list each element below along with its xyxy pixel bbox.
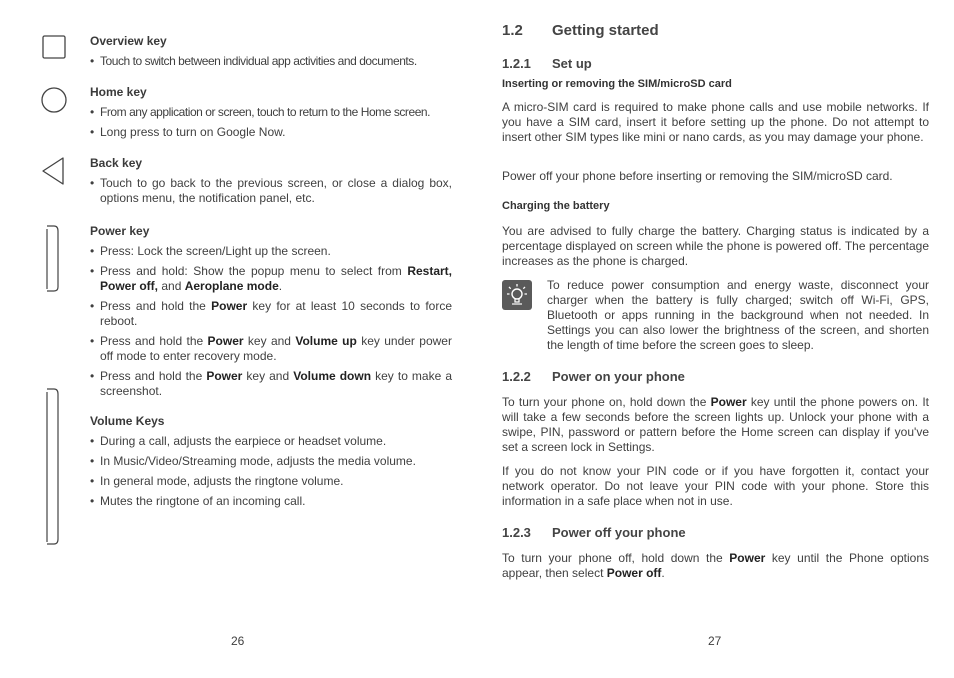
- volume-keys-icon: [45, 388, 61, 546]
- tip-text: To reduce power consumption and energy waste, disconnect your charger when the battery is fully charged; switch off Wi-Fi, GPS, Bluetooth or apps running in the background when not needed. In Settings you can also lower the brightness of the screen, and shorten the length of time before the screen goes to sleep.: [547, 278, 929, 352]
- list-item: • From any application or screen, touch to return to the Home screen.: [90, 105, 452, 120]
- list-item: • In Music/Video/Streaming mode, adjusts the media volume.: [90, 454, 452, 469]
- list-item: • In general mode, adjusts the ringtone volume.: [90, 474, 452, 489]
- right-page: [477, 0, 954, 678]
- overview-key-section: [90, 34, 452, 74]
- key-title: Home key: [90, 85, 147, 99]
- home-key-section: [90, 85, 452, 145]
- list-item: • Press and hold the Power key for at least 10 seconds to force reboot.: [90, 299, 452, 329]
- pin-paragraph: If you do not know your PIN code or if you have forgotten it, contact your network operator. Do not leave your PIN code with your phone. Store this information in a safe place when not in use.: [502, 464, 929, 508]
- subsection-heading: [502, 369, 929, 384]
- list-item: • Press: Lock the screen/Light up the screen.: [90, 244, 452, 259]
- page-number: 27: [708, 634, 722, 648]
- volume-keys-section: [90, 414, 452, 514]
- back-key-section: [90, 156, 452, 211]
- key-title: Volume Keys: [90, 414, 165, 428]
- key-title: Power key: [90, 224, 150, 238]
- circle-icon: [40, 86, 68, 114]
- list-item: • Press and hold the Power key and Volume down key to make a screenshot.: [90, 369, 452, 399]
- power-key-icon: [45, 225, 61, 293]
- list-item: • Touch to go back to the previous screen, or close a dialog box, options menu, the notification panel, etc.: [90, 176, 452, 206]
- list-item: • Press and hold: Show the popup menu to select from Restart, Power off, and Aeroplane mode.: [90, 264, 452, 294]
- lightbulb-tip-icon: [502, 280, 532, 310]
- page-number: 26: [231, 634, 245, 648]
- subsection-title: Power on your phone: [552, 369, 685, 384]
- charging-heading: Charging the battery: [502, 200, 610, 212]
- charging-paragraph: You are advised to fully charge the battery. Charging status is indicated by a percentage displayed on screen while the phone is powered off. The percentage increases as the phone is charged.: [502, 224, 929, 268]
- power-key-section: [90, 224, 452, 404]
- square-icon: [42, 35, 66, 59]
- list-item: • Long press to turn on Google Now.: [90, 125, 452, 140]
- power-off-paragraph: To turn your phone off, hold down the Power key until the Phone options appear, then select Power off.: [502, 551, 929, 580]
- subsection-title: Power off your phone: [552, 525, 686, 540]
- section-heading: [502, 22, 929, 39]
- sim-paragraph: A micro-SIM card is required to make phone calls and use mobile networks. If you have a SIM card, insert it before setting up the phone. Do not attempt to insert other SIM types like mini or nano cards, as you may damage your phone.: [502, 100, 929, 144]
- list-item: • Press and hold the Power key and Volume up key under power off mode to enter recovery mode.: [90, 334, 452, 364]
- subsection-heading: [502, 56, 929, 71]
- subsection-title: Set up: [552, 56, 592, 71]
- subsection-number: 1.2.2: [502, 369, 531, 384]
- list-item: • During a call, adjusts the earpiece or headset volume.: [90, 434, 452, 449]
- subsection-number: 1.2.1: [502, 56, 531, 71]
- section-title: Getting started: [552, 22, 659, 39]
- sim-paragraph-2: Power off your phone before inserting or removing the SIM/microSD card.: [502, 169, 893, 183]
- list-item: • Touch to switch between individual app activities and documents.: [90, 54, 452, 69]
- sim-heading: Inserting or removing the SIM/microSD card: [502, 78, 732, 90]
- power-on-paragraph: To turn your phone on, hold down the Power key until the phone powers on. It will take a few seconds before the screen lights up. Unlock your phone with a swipe, PIN, password or pattern before the Home screen can display if you've set a screen lock in Settings.: [502, 395, 929, 454]
- subsection-number: 1.2.3: [502, 525, 531, 540]
- key-title: Back key: [90, 156, 143, 170]
- key-title: Overview key: [90, 34, 167, 48]
- list-item: • Mutes the ringtone of an incoming call.: [90, 494, 452, 509]
- subsection-heading: [502, 525, 929, 540]
- triangle-icon: [40, 156, 66, 186]
- section-number: 1.2: [502, 22, 523, 39]
